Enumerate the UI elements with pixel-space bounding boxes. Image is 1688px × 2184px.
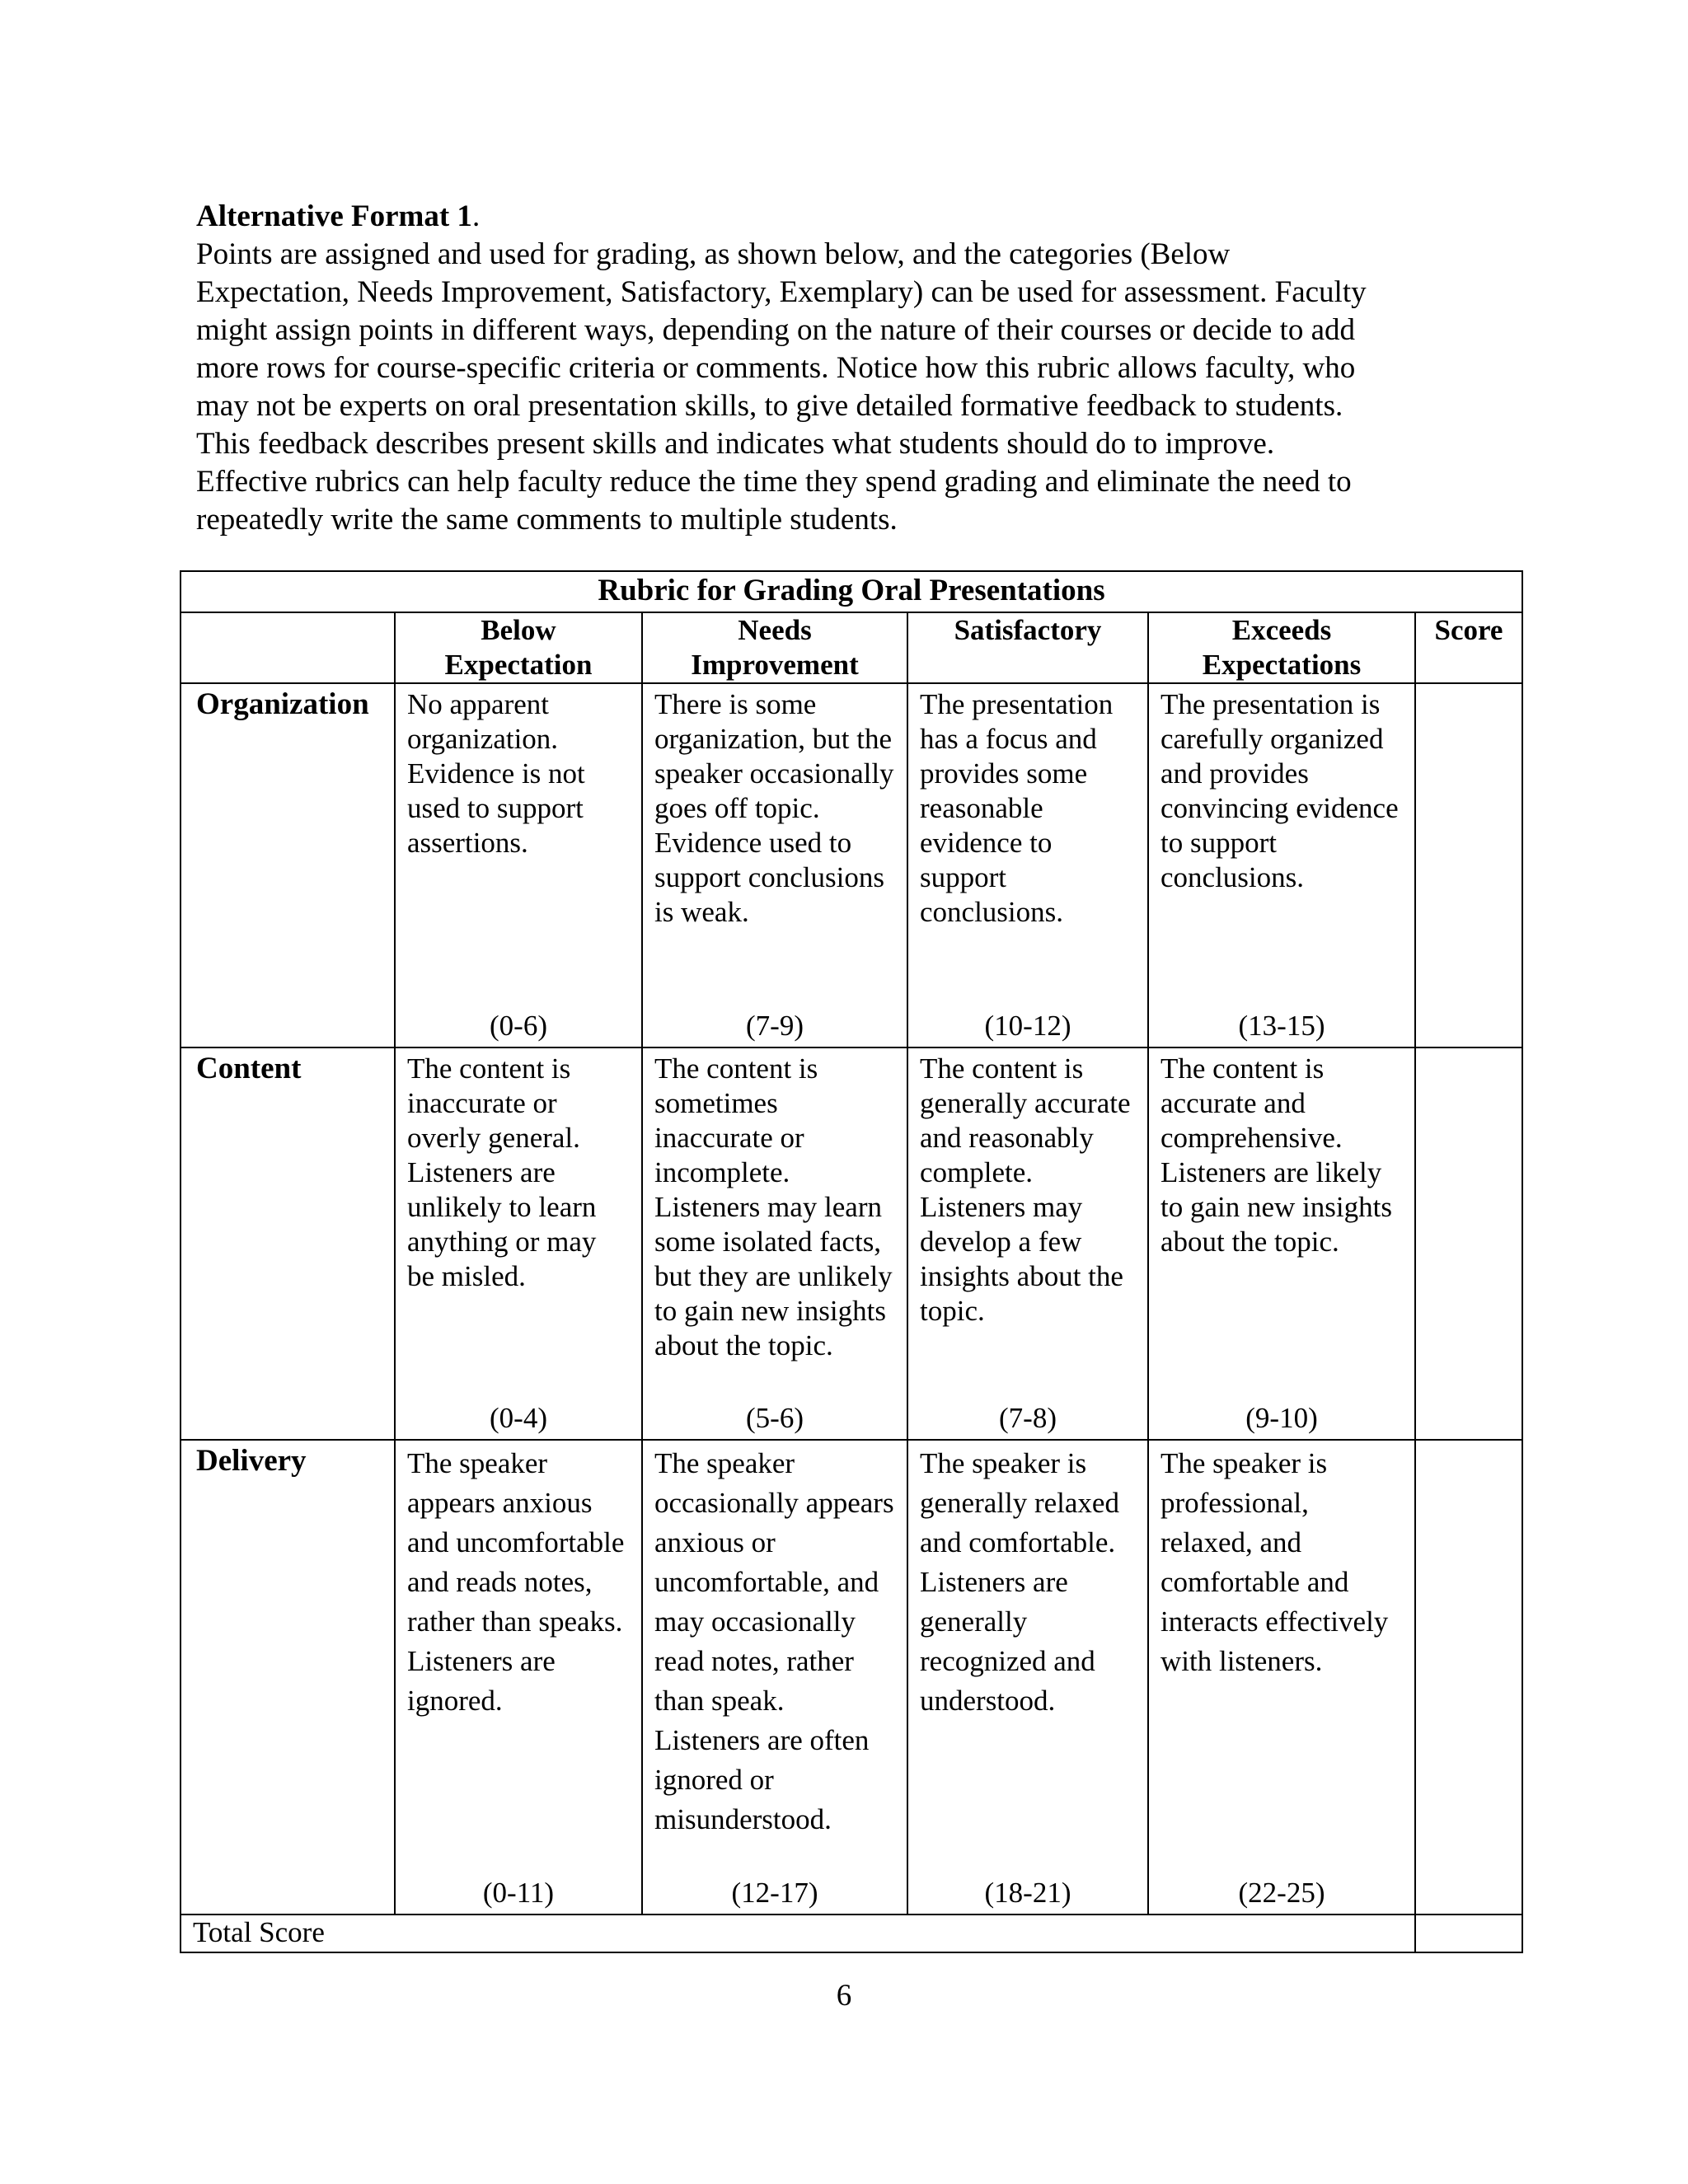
row-label-content: Content xyxy=(181,1047,395,1440)
header-satisfactory: Satisfactory xyxy=(907,612,1148,683)
points-range: (18-21) xyxy=(984,1877,1071,1909)
header-empty xyxy=(181,612,395,683)
criteria-text: The content is generally accurate and reasonably complete. Listeners may develop a few insights about the topic. xyxy=(920,1052,1131,1327)
criteria-text: The speaker is generally relaxed and comfortable. Listeners are generally recognized and understood. xyxy=(920,1447,1119,1717)
criteria-text: The speaker occasionally appears anxious or uncomfortable, and may occasionally read notes, rather than speak. Listeners are often ignored or misunderstood. xyxy=(654,1447,894,1835)
rubric-row-delivery xyxy=(181,1440,1522,1915)
points-range: (12-17) xyxy=(731,1877,818,1909)
score-cell xyxy=(1415,1440,1522,1915)
criteria-text: The presentation has a focus and provides some reasonable evidence to support conclusions. xyxy=(920,688,1114,928)
score-cell xyxy=(1415,683,1522,1047)
criteria-cell xyxy=(1148,1440,1415,1915)
points-range: (22-25) xyxy=(1238,1877,1325,1909)
intro-line: Expectation, Needs Improvement, Satisfactory, Exemplary) can be used for assessment. Faculty xyxy=(196,275,1367,309)
intro-line: Points are assigned and used for grading, as shown below, and the categories (Below xyxy=(196,237,1231,271)
row-label-delivery: Delivery xyxy=(181,1440,395,1915)
criteria-cell xyxy=(642,1440,907,1915)
intro-heading-line xyxy=(196,198,1515,236)
points-range: (9-10) xyxy=(1245,1402,1318,1434)
total-score-cell xyxy=(1415,1915,1522,1952)
criteria-cell xyxy=(907,1047,1148,1440)
score-cell xyxy=(1415,1047,1522,1440)
header-below-expectation: Below Expectation xyxy=(395,612,642,683)
intro-line: may not be experts on oral presentation skills, to give detailed formative feedback to students. xyxy=(196,389,1343,423)
criteria-text: The speaker appears anxious and uncomfortable and reads notes, rather than speaks. Listeners are ignored. xyxy=(407,1447,625,1717)
total-score-label: Total Score xyxy=(181,1915,1415,1952)
intro-heading: Alternative Format 1 xyxy=(196,199,472,233)
criteria-text: The presentation is carefully organized and provides convincing evidence to support conclusions. xyxy=(1160,688,1399,893)
points-range: (5-6) xyxy=(746,1402,804,1434)
rubric-row-organization xyxy=(181,683,1522,1047)
points-range: (7-8) xyxy=(999,1402,1057,1434)
criteria-cell xyxy=(395,1047,642,1440)
rubric-row-content xyxy=(181,1047,1522,1440)
intro-line: more rows for course-specific criteria or comments. Notice how this rubric allows faculty, who xyxy=(196,351,1356,385)
row-label-organization: Organization xyxy=(181,683,395,1047)
rubric-row-total xyxy=(181,1915,1522,1952)
criteria-cell xyxy=(642,683,907,1047)
intro-section xyxy=(196,198,1515,539)
criteria-text: There is some organization, but the speaker occasionally goes off topic. Evidence used to support conclusions is weak. xyxy=(654,688,894,928)
header-exceeds-expectations: Exceeds Expectations xyxy=(1148,612,1415,683)
criteria-cell xyxy=(1148,683,1415,1047)
criteria-cell xyxy=(642,1047,907,1440)
header-needs-improvement: Needs Improvement xyxy=(642,612,907,683)
criteria-text: No apparent organization. Evidence is not used to support assertions. xyxy=(407,688,585,859)
intro-line: This feedback describes present skills and indicates what students should do to improve. xyxy=(196,427,1275,461)
criteria-cell xyxy=(907,683,1148,1047)
page-number: 6 xyxy=(836,1979,852,2013)
criteria-cell xyxy=(395,1440,642,1915)
rubric-title: Rubric for Grading Oral Presentations xyxy=(181,571,1522,612)
criteria-text: The content is sometimes inaccurate or incomplete. Listeners may learn some isolated facts, but they are unlikely to gain new insights about the topic. xyxy=(654,1052,893,1361)
criteria-cell xyxy=(395,683,642,1047)
criteria-text: The content is accurate and comprehensive. Listeners are likely to gain new insights about the topic. xyxy=(1160,1052,1392,1258)
criteria-text: The speaker is professional, relaxed, and comfortable and interacts effectively with listeners. xyxy=(1160,1447,1389,1677)
rubric-table xyxy=(180,570,1523,1953)
intro-line: Effective rubrics can help faculty reduce the time they spend grading and eliminate the need to xyxy=(196,465,1352,499)
header-score: Score xyxy=(1415,612,1522,683)
intro-line: repeatedly write the same comments to multiple students. xyxy=(196,503,898,537)
criteria-text: The content is inaccurate or overly general. Listeners are unlikely to learn anything or may be misled. xyxy=(407,1052,597,1292)
points-range: (7-9) xyxy=(746,1010,804,1042)
points-range: (0-4) xyxy=(490,1402,547,1434)
points-range: (0-6) xyxy=(490,1010,547,1042)
intro-heading-suffix: . xyxy=(471,199,481,233)
intro-line: might assign points in different ways, depending on the nature of their courses or decide to add xyxy=(196,313,1355,347)
points-range: (13-15) xyxy=(1238,1010,1325,1042)
points-range: (10-12) xyxy=(984,1010,1071,1042)
points-range: (0-11) xyxy=(482,1877,555,1909)
criteria-cell xyxy=(1148,1047,1415,1440)
criteria-cell xyxy=(907,1440,1148,1915)
